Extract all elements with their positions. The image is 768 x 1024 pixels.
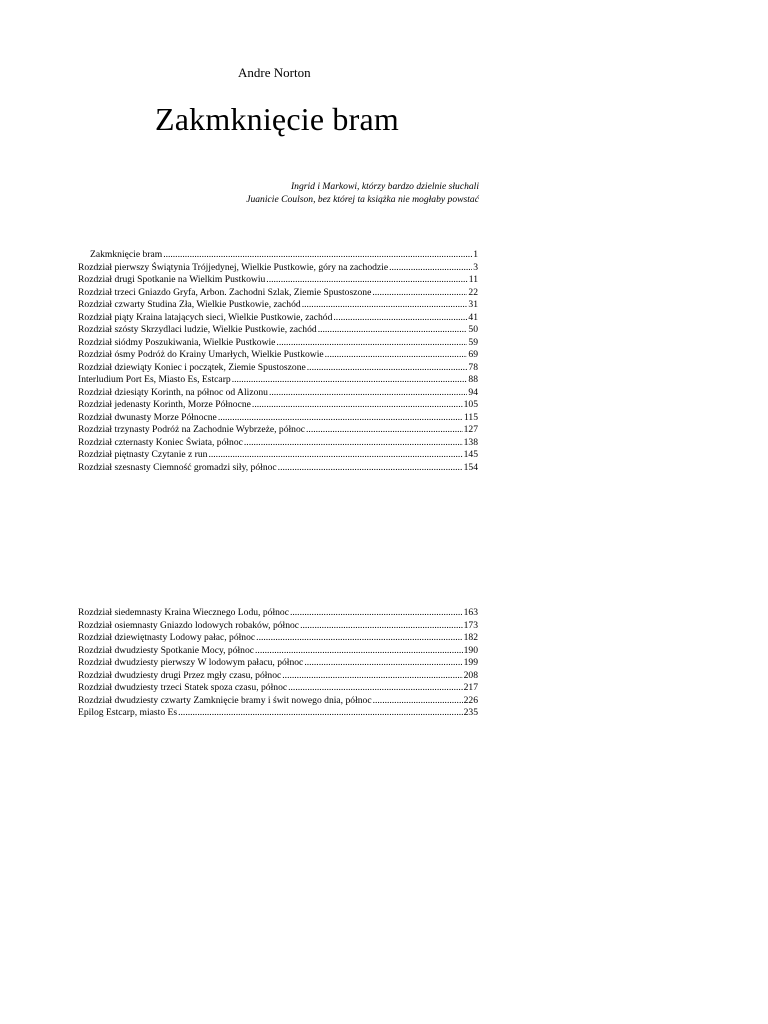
author-name: Andre Norton <box>238 65 311 80</box>
toc-entry-title: Rozdział osiemnasty Gniazdo lodowych robaków, północ <box>78 619 300 631</box>
toc-entry-title: Rozdział dwunasty Morze Północne <box>78 411 217 423</box>
toc-entry-title: Rozdział drugi Spotkanie na Wielkim Pustkowiu <box>78 274 266 285</box>
toc-page-number: 217 <box>463 682 478 693</box>
toc-page-number: 115 <box>463 411 478 423</box>
toc-entry[interactable] <box>78 437 478 450</box>
dot-leader <box>163 249 472 262</box>
toc-entry[interactable] <box>78 620 478 633</box>
toc-page-number: 173 <box>463 619 478 631</box>
toc-page-number: 182 <box>463 632 478 643</box>
toc-page-number: 105 <box>463 399 478 410</box>
dot-leader <box>256 632 462 645</box>
dot-leader <box>372 287 467 300</box>
dot-leader <box>306 424 463 437</box>
toc-page-number: 3 <box>473 261 478 273</box>
toc-entry[interactable] <box>78 349 478 362</box>
toc-page-number: 199 <box>463 657 478 668</box>
dot-leader <box>302 299 468 312</box>
dot-leader <box>252 399 463 412</box>
toc-entry[interactable] <box>78 645 478 658</box>
toc-page-number: 138 <box>463 436 478 448</box>
toc-page-number: 94 <box>468 386 478 398</box>
toc-entry[interactable] <box>78 387 478 400</box>
toc-entry[interactable] <box>78 462 478 475</box>
dot-leader <box>304 657 462 670</box>
toc-entry[interactable] <box>78 274 478 287</box>
dot-leader <box>244 437 463 450</box>
toc-entry-title: Rozdział dziewiąty Koniec i początek, Ziemie Spustoszone <box>78 361 306 373</box>
toc-entry-title: Rozdział siódmy Poszukiwania, Wielkie Pustkowie <box>78 336 276 348</box>
toc-page-number: 69 <box>468 349 478 360</box>
toc-entry-title: Rozdział ósmy Podróż do Krainy Umarłych, Wielkie Pustkowie <box>78 349 324 360</box>
toc-entry[interactable] <box>78 657 478 670</box>
toc-entry[interactable] <box>78 312 478 325</box>
toc-entry[interactable] <box>78 262 478 275</box>
dot-leader <box>288 682 462 695</box>
toc-entry[interactable] <box>78 337 478 350</box>
toc-entry[interactable] <box>78 682 478 695</box>
toc-page-number: 50 <box>468 324 478 335</box>
toc-entry[interactable] <box>78 707 478 720</box>
toc-page-number: 41 <box>468 311 478 323</box>
table-of-contents-part-2 <box>78 607 478 720</box>
toc-entry[interactable] <box>78 249 478 262</box>
toc-entry-title: Zakmknięcie bram <box>90 249 163 260</box>
toc-entry-title: Interludium Port Es, Miasto Es, Estcarp <box>78 374 231 385</box>
toc-entry[interactable] <box>78 695 478 708</box>
toc-entry-title: Rozdział czternasty Koniec Świata, północ <box>78 436 243 448</box>
toc-entry[interactable] <box>78 670 478 683</box>
toc-entry[interactable] <box>78 607 478 620</box>
toc-page-number: 1 <box>473 249 478 260</box>
dot-leader <box>389 262 472 275</box>
toc-page-number: 78 <box>468 361 478 373</box>
toc-entry-title: Epilog Estcarp, miasto Es <box>78 707 178 718</box>
toc-entry-title: Rozdział dwudziesty pierwszy W lodowym pałacu, północ <box>78 657 304 668</box>
toc-entry-title: Rozdział szósty Skrzydlaci ludzie, Wielkie Pustkowie, zachód <box>78 324 317 335</box>
dot-leader <box>178 707 462 720</box>
toc-entry-title: Rozdział dziewiętnasty Lodowy pałac, północ <box>78 632 256 643</box>
toc-entry-title: Rozdział czwarty Studina Zła, Wielkie Pustkowie, zachód <box>78 299 301 310</box>
toc-entry[interactable] <box>78 374 478 387</box>
toc-entry-title: Rozdział trzynasty Podróż na Zachodnie Wybrzeże, północ <box>78 424 306 435</box>
toc-page-number: 11 <box>468 274 478 285</box>
table-of-contents-part-1 <box>78 249 478 474</box>
toc-entry-title: Rozdział dwudziesty czwarty Zamknięcie bramy i świt nowego dnia, północ <box>78 694 372 706</box>
toc-entry[interactable] <box>78 449 478 462</box>
toc-page-number: 235 <box>463 707 478 718</box>
dot-leader <box>266 274 467 287</box>
dot-leader <box>373 695 463 708</box>
dot-leader <box>333 312 467 325</box>
toc-page-number: 88 <box>468 374 478 385</box>
dedication-line: Juanicie Coulson, bez której ta książka nie mogłaby powstać <box>246 194 479 205</box>
toc-entry[interactable] <box>78 399 478 412</box>
dot-leader <box>290 607 463 620</box>
dot-leader <box>307 362 468 375</box>
toc-entry-title: Rozdział siedemnasty Kraina Wiecznego Lodu, północ <box>78 607 289 618</box>
toc-entry-title: Rozdział szesnasty Ciemność gromadzi siły, północ <box>78 461 277 473</box>
dot-leader <box>282 670 462 683</box>
book-title: Zakmknięcie bram <box>155 101 399 137</box>
toc-entry[interactable] <box>78 362 478 375</box>
toc-page-number: 208 <box>463 669 478 681</box>
toc-entry-title: Rozdział jedenasty Korinth, Morze Północne <box>78 399 251 410</box>
toc-entry-title: Rozdział pierwszy Świątynia Trójjedynej, Wielkie Pustkowie, góry na zachodzie <box>78 261 389 273</box>
dedication <box>150 180 479 206</box>
dot-leader <box>278 462 463 475</box>
dot-leader <box>325 349 468 362</box>
toc-entry[interactable] <box>78 424 478 437</box>
toc-page-number: 22 <box>468 286 478 298</box>
dot-leader <box>269 387 467 400</box>
dot-leader <box>276 337 467 350</box>
toc-entry-title: Rozdział piąty Kraina latających sieci, Wielkie Pustkowie, zachód <box>78 311 333 323</box>
toc-page-number: 226 <box>463 694 478 706</box>
toc-page-number: 31 <box>468 299 478 310</box>
toc-entry[interactable] <box>78 287 478 300</box>
dedication-line: Ingrid i Markowi, którzy bardzo dzielnie słuchali <box>290 181 479 192</box>
toc-page-number: 145 <box>463 449 478 460</box>
toc-entry[interactable] <box>78 632 478 645</box>
toc-entry-title: Rozdział dwudziesty trzeci Statek spoza czasu, północ <box>78 682 288 693</box>
dot-leader <box>232 374 468 387</box>
dot-leader <box>218 412 463 425</box>
toc-page-number: 163 <box>463 607 478 618</box>
toc-page-number: 190 <box>463 644 478 656</box>
dot-leader <box>318 324 468 337</box>
toc-page-number: 154 <box>463 461 478 473</box>
dot-leader <box>255 645 463 658</box>
toc-page-number: 59 <box>468 336 478 348</box>
toc-entry-title: Rozdział dziesiąty Korinth, na północ od Alizonu <box>78 386 268 398</box>
toc-page-number: 127 <box>463 424 478 435</box>
toc-entry[interactable] <box>78 412 478 425</box>
toc-entry[interactable] <box>78 324 478 337</box>
dot-leader <box>208 449 462 462</box>
toc-entry-title: Rozdział dwudziesty drugi Przez mgły czasu, północ <box>78 669 282 681</box>
toc-entry-title: Rozdział trzeci Gniazdo Gryfa, Arbon. Zachodni Szlak, Ziemie Spustoszone <box>78 286 372 298</box>
toc-entry-title: Rozdział piętnasty Czytanie z run <box>78 449 208 460</box>
toc-entry-title: Rozdział dwudziesty Spotkanie Mocy, północ <box>78 644 255 656</box>
toc-entry[interactable] <box>78 299 478 312</box>
dot-leader <box>300 620 463 633</box>
